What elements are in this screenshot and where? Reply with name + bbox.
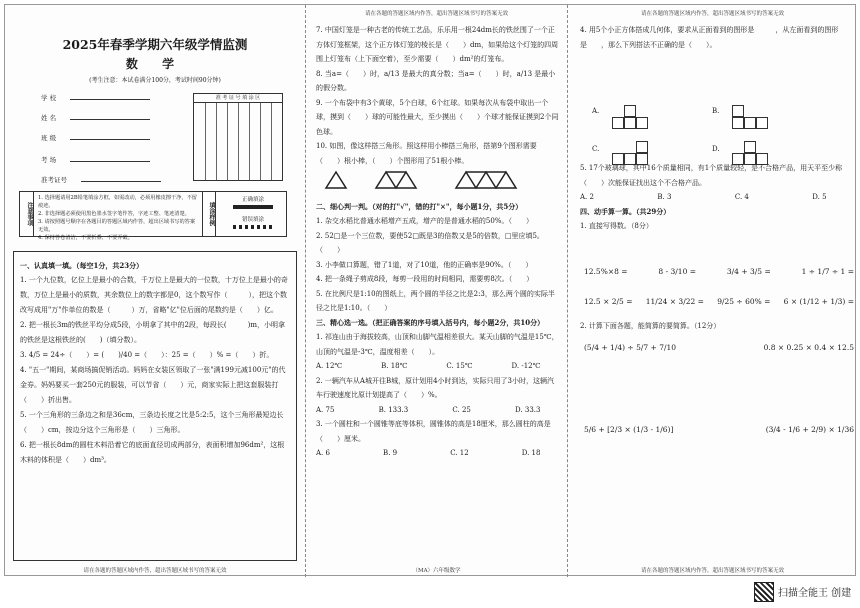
field-ticket[interactable]: 准考证号 [41,175,161,184]
choice-5-options: A. 2 B. 3 C. 4 D. 5 [580,193,827,201]
judge-5: 5. 在比例尺是1:10的图纸上，两个圆的半径之比是2:3，那么两个圆的实际半径之比是1:10。（ ） [316,289,555,312]
choice-4: 4. 用5个小正方体搭成几何体，要求从正面看到的图形是 ，从左面看到的图形是 ，那么下列搭法不正确的是（ ）。 [580,26,839,49]
cube-options-figure: A. B. C. D. [592,97,852,167]
instructions-label: 注意事项 [20,192,34,236]
fill-wrong-example: 错误填涂 [220,216,286,229]
exam-title: 2025年春季学期六年级学情监测 [62,37,248,52]
expression-1: (5/4 + 1/4) ÷ 5/7 + 7/10 [584,343,677,352]
fill-correct-example: 正确填涂 [220,196,286,209]
section3-heading: 三、精心选一选。（把正确答案的序号填入括号内，每小题2分，共10分） [316,317,545,327]
field-class[interactable]: 班 级 [41,133,150,142]
section1-heading: 一、认真填一填。（每空1分，共23分） [20,261,144,270]
question-1-8: 8. 当a=（ ）时，a/13 是最大的真分数；当a=（ ）时，a/13 是最小的假分数。 [316,69,556,92]
column-right [567,5,857,577]
question-1-3: 3. 4/5 = 24÷（ ）= ( )/40 =（ ）：25 =（ ）% =（ ）折。 [20,351,274,359]
field-name[interactable]: 姓 名 [41,113,150,122]
ticket-number-grid[interactable] [193,93,283,181]
scanner-brand: 扫描全能王 创建 [778,588,852,599]
question-1-10: 10. 如图，像这样搭三角形。照这样用小棒搭三角形，搭第9个图形需要（ ）根小棒，（ ）个图形用了51根小棒。 [316,142,537,165]
part-2-heading: 2. 计算下面各题，能简算的要简算。（12分） [580,322,721,330]
choice-1-options: A. 12℃ B. 18℃ C. 15℃ D. -12℃ [316,362,541,370]
triangle-sticks-figure [316,168,556,194]
instructions-text: 1. 选择题请用2B铅笔填涂方框，如需改动，必须用橡皮擦干净，不留痕迹。 2. 非选择题必须使用黑色墨水签字笔作答，字迹工整、笔迹清楚。 3. 请按照题号顺序在各题目的答题区域内作答，超出区域书写的答案无效。 4. 保持答卷清洁，不要折叠、不要弄破。 [38,195,197,241]
question-1-5: 5. 一个三角形的三条边之和是36cm，三条边长度之比是5:2:5，这个三角形最短边长（ ）cm，按边分这个三角形是（ ）三角形。 [20,411,284,434]
expression-3: 5/6 + [2/3 × (1/3 - 1/6)] [584,425,674,434]
question-1-2: 2. 把一根长3m的铁丝平均分成5段，小明拿了其中的2段，每段长( )m，小明拿的铁丝是这根铁丝的( )（填分数）。 [20,321,286,344]
part-1-heading: 1. 直接写得数。（8分） [580,222,653,230]
question-1-9: 9. 一个布袋中有3个黄球，5个白球，6个红球。如果每次从布袋中取出一个球，摸到（ ）球的可能性最大，至少摸出（ ）个球才能保证摸到2个同色球。 [316,98,559,136]
margin-note-top-right: 请在各题的答题区域内作答，超出答题区域书写的答案无效 [640,11,784,17]
calc-row-1 [584,343,854,352]
field-room[interactable]: 考 场 [41,155,150,164]
instructions-box [19,191,287,241]
judge-3: 3. 小李做口算题，错了1道，对了10道，他的正确率是90%。（ ） [316,260,533,269]
margin-note-bottom-left: 请在各题的答题区域内作答，超出答题区域书写的答案无效 [83,568,227,574]
section4-heading: 四、动手算一算。（共29分） [580,206,671,216]
oral-calc-row-1: 12.5%×8 = 8 - 3/10 = 3/4 + 3/5 = 1 ÷ 1/7 ÷ 1 = [584,267,854,276]
question-1-7: 7. 中国灯笼是一种古老的传统工艺品，乐乐用一根24dm长的铁丝围了一个正方体灯笼框架，这个正方体灯笼的棱长是（ ）dm，如果给这个灯笼的四周围上灯笼布（上下面空着），至少需要（ ）dm²的灯笼布。 [316,26,559,63]
calc-row-2 [584,425,854,434]
col3-content [580,161,848,234]
margin-note-bottom-right: 请在各题的答题区域内作答，超出答题区域书写的答案无效 [640,568,784,574]
choice-5: 5. 17个玻璃球，其中16个质量相同，有1个质量较轻，是不合格产品，用天平至少称（ ）次能保证找出这个不合格产品。 [580,164,843,187]
section2-heading: 二、细心判一判。（对的打"√"，错的打"×"，每小题1分，共5分） [316,201,523,211]
exam-subject: 数 学 [125,57,185,71]
question-1-1: 1. 一个九位数，亿位上是最小的合数，千万位上是最大的一位数，十万位上是最小的奇数，万位上是最小的质数，其余数位上的数字都是0，这个数写作（ ），把这个数改写成用"万"作单位的数是（ ）万，省略"亿"位后面的尾数约是（ ）亿。 [20,276,288,314]
footer-mid-label: （MA）六年级数学 [412,568,461,574]
col2-content [316,23,560,461]
choice-3: 3. 一个圆柱和一个圆锥等底等体积，圆锥体的高是18厘米，那么圆柱的高是（ ）厘米。 [316,420,551,443]
choice-2: 2. 一辆汽车从A城开往B城，原计划用4小时到达，实际只用了3小时，这辆汽车行驶速度比原计划提高了（ ）%。 [316,376,555,399]
expression-4: (3/4 - 1/6 + 2/9) × 1/36 [765,425,854,434]
judge-2: 2. 52□是一个三位数，要使52□既是3的倍数又是5的倍数，□里应填5。（ ） [316,231,544,254]
choice-2-options: A. 75 B. 133.3 C. 25 D. 33.3 [316,405,541,414]
qr-code-icon [754,582,774,602]
field-school[interactable]: 学 校 [41,93,150,102]
judge-4: 4. 把一条绳子剪成8段，每剪一段用的时间相同，需要剪8次。（ ） [316,275,534,283]
exam-sheet [4,4,856,576]
question-1-4: 4. "五一"期间，某商场搞促销活动。妈妈在女装区领取了一张"满199元减100元"的代金券。妈妈要买一套250元的服装，可以节省（ ）元，商家实际上把这套服装打（ ）折出售。 [20,366,286,404]
column-left [5,5,305,577]
question-1-6: 6. 把一根长8dm的圆柱木料沿着它的底面直径切成两部分，表面积增加96dm²，这根木料的体积是（ ）dm³。 [20,441,285,464]
column-middle [305,5,567,577]
choice-3-options: A. 6 B. 9 C. 12 D. 18 [316,449,541,457]
expression-2: 0.8 × 0.25 × 0.4 × 12.5 [763,343,854,352]
exam-note: (考生注意：本试卷满分100分，考试时间90分钟) [89,77,221,84]
section-fill-blank [13,251,297,561]
grid-header: 准 考 证 号 填 涂 区 [194,94,282,103]
judge-1: 1. 杂交水稻比普通水稻增产五成，增产的是普通水稻的50%。（ ） [316,217,533,225]
choice-1: 1. 祁连山由于海拔较高，山顶和山脚气温相差很大。某天山脚的气温是15℃，山顶的气温是-3℃，温度相差（ ）。 [316,333,559,356]
margin-note-top-mid: 请在各题的答题区域内作答，超出答题区域书写的答案无效 [364,11,508,17]
fill-example-label: 填涂样例 [202,192,216,236]
oral-calc-row-2: 12.5 × 2/5 = 11/24 × 3/22 = 9/25 ÷ 60% = 6 × (1/12 + 1/3) = [584,297,854,306]
